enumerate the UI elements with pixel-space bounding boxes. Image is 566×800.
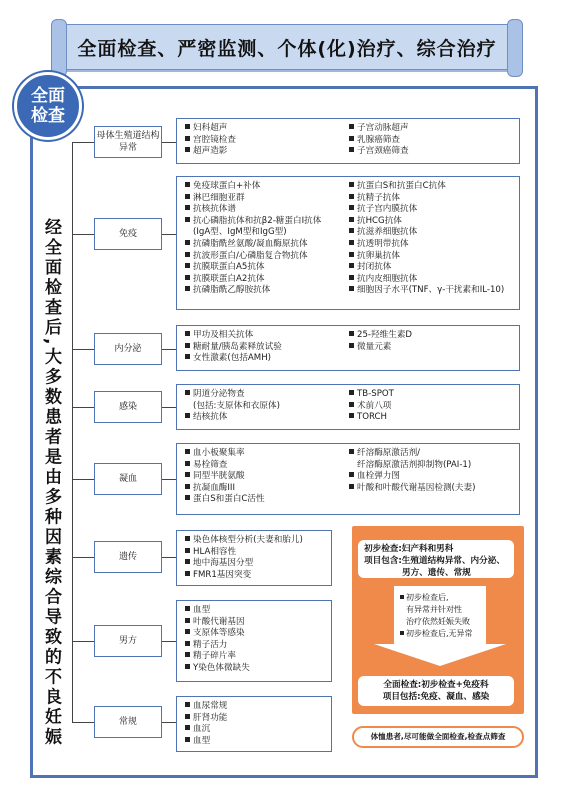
tree-connector: [162, 407, 176, 408]
tree-connector: [162, 349, 176, 350]
list-item: 血型: [185, 605, 331, 617]
list-item: 血尿常规: [185, 701, 331, 713]
arrow-head-icon: [374, 644, 506, 666]
list-item: 抗子宫内膜抗体: [349, 204, 515, 216]
list-item: 免疫球蛋白+补体: [185, 181, 347, 193]
summary-line: 全面检查:初步检查+免疫科: [383, 680, 489, 690]
list-item: TB-SPOT: [349, 389, 515, 401]
list-item: 女性激素(包括AMH): [185, 353, 347, 365]
category-endocrine: [94, 333, 162, 365]
list-item: 染色体核型分析(夫妻和胎儿): [185, 535, 331, 547]
list-item: 抗磷脂酰丝氨酸/凝血酶原抗体: [185, 239, 347, 251]
list-item: 抗HCG抗体: [349, 216, 515, 228]
category-label: 内分泌: [114, 344, 142, 354]
list-item: 支原体等感染: [185, 628, 331, 640]
tree-branch: [72, 641, 94, 642]
list-item: 糖耐量/胰岛素释放试验: [185, 342, 347, 354]
detail-male: [176, 600, 332, 682]
page-title: 全面检查、严密监测、个体(化)治疗、综合治疗: [77, 37, 497, 60]
flow-arrow: [394, 586, 486, 644]
summary-line: 项目包含:生殖道结构异常、内分泌、: [364, 556, 505, 566]
category-immune: [94, 218, 162, 250]
arrow-line: 有异常并针对性: [406, 605, 462, 614]
list-item: 抗磷脂酰乙醇胺抗体: [185, 285, 347, 297]
list-item: 抗透明带抗体: [349, 239, 515, 251]
detail-routine: [176, 696, 332, 752]
list-item: 蛋白S和蛋白C活性: [185, 494, 347, 506]
list-item: Y染色体微缺失: [185, 663, 331, 675]
list-item: 乳腺癌筛查: [349, 135, 515, 147]
full-check-badge: [14, 72, 82, 140]
category-label: 男方: [118, 636, 137, 646]
category-label: 常规: [118, 717, 137, 727]
arrow-line: 治疗依然妊娠失败: [406, 617, 470, 626]
list-item: HLA相容性: [185, 547, 331, 559]
list-item: 抗卵巢抗体: [349, 251, 515, 263]
list-item: 子宫颈癌筛查: [349, 146, 515, 158]
tree-connector: [162, 479, 176, 480]
tree-branch: [72, 722, 94, 723]
tree-trunk: [72, 142, 73, 722]
list-item: (包括:支原体和衣原体): [193, 400, 280, 411]
tree-branch: [72, 234, 94, 235]
list-item: 阴道分泌物查: [185, 389, 347, 401]
tree-branch: [72, 407, 94, 408]
detail-endocrine: [176, 325, 520, 371]
tree-connector: [162, 722, 176, 723]
category-label: 凝血: [118, 474, 137, 484]
tree-branch: [72, 142, 94, 143]
summary-line: 男方、遗传、常规: [402, 568, 471, 578]
list-item: 血小板聚集率: [185, 448, 347, 460]
vertical-conclusion: 经全面检查后,大多数患者是由多种因素综合导致的不良妊娠: [41, 218, 61, 748]
list-item: 抗核抗体谱: [185, 204, 347, 216]
tree-branch: [72, 479, 94, 480]
category-genetic: [94, 541, 162, 573]
summary-line: 初步检查:妇产科和男科: [364, 544, 454, 554]
list-item: 地中海基因分型: [185, 558, 331, 570]
list-item: 妇科超声: [185, 123, 347, 135]
category-routine: [94, 706, 162, 738]
detail-coagulation: [176, 443, 520, 515]
list-item: 抗内皮细胞抗体: [349, 274, 515, 286]
list-item: 肝肾功能: [185, 713, 331, 725]
list-item: 同型半胱氨酸: [185, 471, 347, 483]
patient-note: 体恤患者,尽可能做全面检查,检查点筛查: [352, 726, 524, 748]
detail-immune: [176, 176, 520, 310]
full-check-box: [358, 676, 514, 706]
category-coagulation: [94, 463, 162, 495]
category-label: 感染: [118, 402, 137, 412]
detail-structure: [176, 118, 520, 164]
list-item: 宫腔镜检查: [185, 135, 347, 147]
list-item: 淋巴细胞亚群: [185, 193, 347, 205]
list-item: 抗凝血酶III: [185, 483, 347, 495]
list-item: 超声造影: [185, 146, 347, 158]
category-infection: [94, 391, 162, 423]
list-item: 细胞因子水平(TNF、γ-干扰素和IL-10): [349, 285, 515, 297]
initial-check-box: [358, 540, 514, 578]
category-label: 母体生殖道结构异常: [96, 131, 160, 153]
list-item: 精子活力: [185, 640, 331, 652]
list-item: 结核抗体: [185, 412, 347, 424]
list-item: 血栓弹力图: [349, 471, 515, 483]
list-item: FMR1基因突变: [185, 570, 331, 582]
list-item: 纤溶酶原激活剂/: [349, 448, 515, 460]
list-item: 纤溶酶原激活剂抑制物(PAI-1): [357, 459, 472, 470]
list-item: 血沉: [185, 724, 331, 736]
summary-line: 项目包括:免疫、凝血、感染: [382, 692, 490, 702]
list-item: (IgA型、IgM型和IgG型): [193, 227, 287, 238]
tree-branch: [72, 349, 94, 350]
tree-connector: [162, 234, 176, 235]
list-item: 抗滋养细胞抗体: [349, 227, 515, 239]
category-structure: [94, 126, 162, 158]
detail-genetic: [176, 530, 332, 586]
tree-branch: [72, 557, 94, 558]
list-item: 子宫动脉超声: [349, 123, 515, 135]
list-item: 抗精子抗体: [349, 193, 515, 205]
tree-connector: [162, 641, 176, 642]
list-item: 甲功及相关抗体: [185, 330, 347, 342]
list-item: 易栓筛查: [185, 460, 347, 472]
tree-connector: [162, 557, 176, 558]
list-item: 抗膜联蛋白A2抗体: [185, 274, 347, 286]
list-item: 抗蛋白S和抗蛋白C抗体: [349, 181, 515, 193]
tree-connector: [162, 142, 176, 143]
detail-infection: [176, 384, 520, 430]
title-banner: [60, 24, 514, 70]
list-item: 叶酸和叶酸代谢基因检测(夫妻): [349, 483, 515, 495]
list-item: 抗膜联蛋白A5抗体: [185, 262, 347, 274]
arrow-line: 初步检查后,无异常: [400, 628, 482, 640]
list-item: 血型: [185, 736, 331, 748]
category-male: [94, 625, 162, 657]
arrow-line: 初步检查后,: [400, 592, 482, 604]
list-item: 抗波形蛋白/心磷脂复合物抗体: [185, 251, 347, 263]
category-label: 遗传: [118, 552, 137, 562]
badge-label: 全面检查: [31, 86, 65, 126]
list-item: 精子碎片率: [185, 651, 331, 663]
list-item: 微量元素: [349, 342, 515, 354]
list-item: 25-羟维生素D: [349, 330, 515, 342]
list-item: 术前八项: [349, 401, 515, 413]
list-item: TORCH: [349, 412, 515, 424]
list-item: 封闭抗体: [349, 262, 515, 274]
category-label: 免疫: [118, 229, 137, 239]
list-item: 叶酸代谢基因: [185, 617, 331, 629]
list-item: 抗心磷脂抗体和抗β2-糖蛋白I抗体: [185, 216, 347, 228]
